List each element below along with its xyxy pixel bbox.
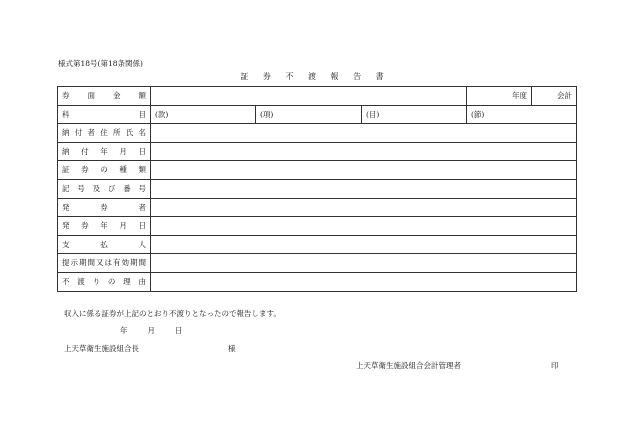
issuer-field[interactable]	[151, 198, 577, 217]
table-row	[58, 217, 577, 236]
issuer-label: 発 券 者	[58, 198, 151, 217]
table-row	[58, 179, 577, 198]
subject-moku-field[interactable]: (目)	[362, 105, 467, 124]
symbol-number-field[interactable]	[151, 179, 577, 198]
seal-mark: 印	[551, 361, 559, 370]
security-type-field[interactable]	[151, 161, 577, 180]
subject-label: 科 目	[58, 105, 151, 124]
amount-label: 券 面 金 額	[58, 87, 151, 106]
subject-kou-field[interactable]: (項)	[256, 105, 362, 124]
table-row	[58, 142, 577, 161]
dishonor-reason-field[interactable]	[151, 272, 577, 291]
date-day: 日	[175, 326, 183, 335]
form-number: 様式第18号(第18条関係)	[58, 59, 143, 68]
date-line	[120, 327, 183, 335]
payer-bank-field[interactable]	[151, 235, 577, 254]
table-row	[58, 198, 577, 217]
dishonor-reason-label: 不 渡 り の 理 由	[58, 272, 151, 291]
table-row	[58, 272, 577, 291]
amount-field[interactable]	[151, 87, 467, 106]
report-statement: 収入に係る証券が上記のとおり不渡りとなったので報告します。	[64, 309, 281, 318]
report-table	[57, 86, 577, 292]
payer-name-field[interactable]	[151, 124, 577, 143]
security-type-label: 証 券 の 種 類	[58, 161, 151, 180]
subject-setsu-field[interactable]: (節)	[467, 105, 577, 124]
document-title: 証 券 不 渡 報 告 書	[240, 72, 390, 81]
validity-period-field[interactable]	[151, 254, 577, 273]
table-row	[58, 254, 577, 273]
payment-date-label: 納 付 年 月 日	[58, 142, 151, 161]
subject-row	[58, 105, 577, 124]
subject-kan-field[interactable]: (款)	[151, 105, 256, 124]
payer-bank-label: 支 払 人	[58, 235, 151, 254]
validity-period-label: 提示期間又は有効期間	[58, 254, 151, 273]
sender-title: 上天草衛生施設組合会計管理者	[356, 361, 461, 370]
honorific: 様	[228, 344, 236, 353]
date-year: 年	[120, 326, 128, 335]
fiscal-year-field[interactable]: 年度	[467, 87, 532, 106]
payer-name-label: 納付者住所氏名	[58, 124, 151, 143]
issue-date-label: 発 券 年 月 日	[58, 217, 151, 236]
table-row	[58, 161, 577, 180]
date-month: 月	[147, 326, 155, 335]
table-row	[58, 235, 577, 254]
table-row	[58, 124, 577, 143]
account-field[interactable]: 会計	[532, 87, 577, 106]
issue-date-field[interactable]	[151, 217, 577, 236]
payment-date-field[interactable]	[151, 142, 577, 161]
amount-row	[58, 87, 577, 106]
symbol-number-label: 記号及び番号	[58, 179, 151, 198]
addressee: 上天草衛生施設組合長	[64, 344, 139, 353]
